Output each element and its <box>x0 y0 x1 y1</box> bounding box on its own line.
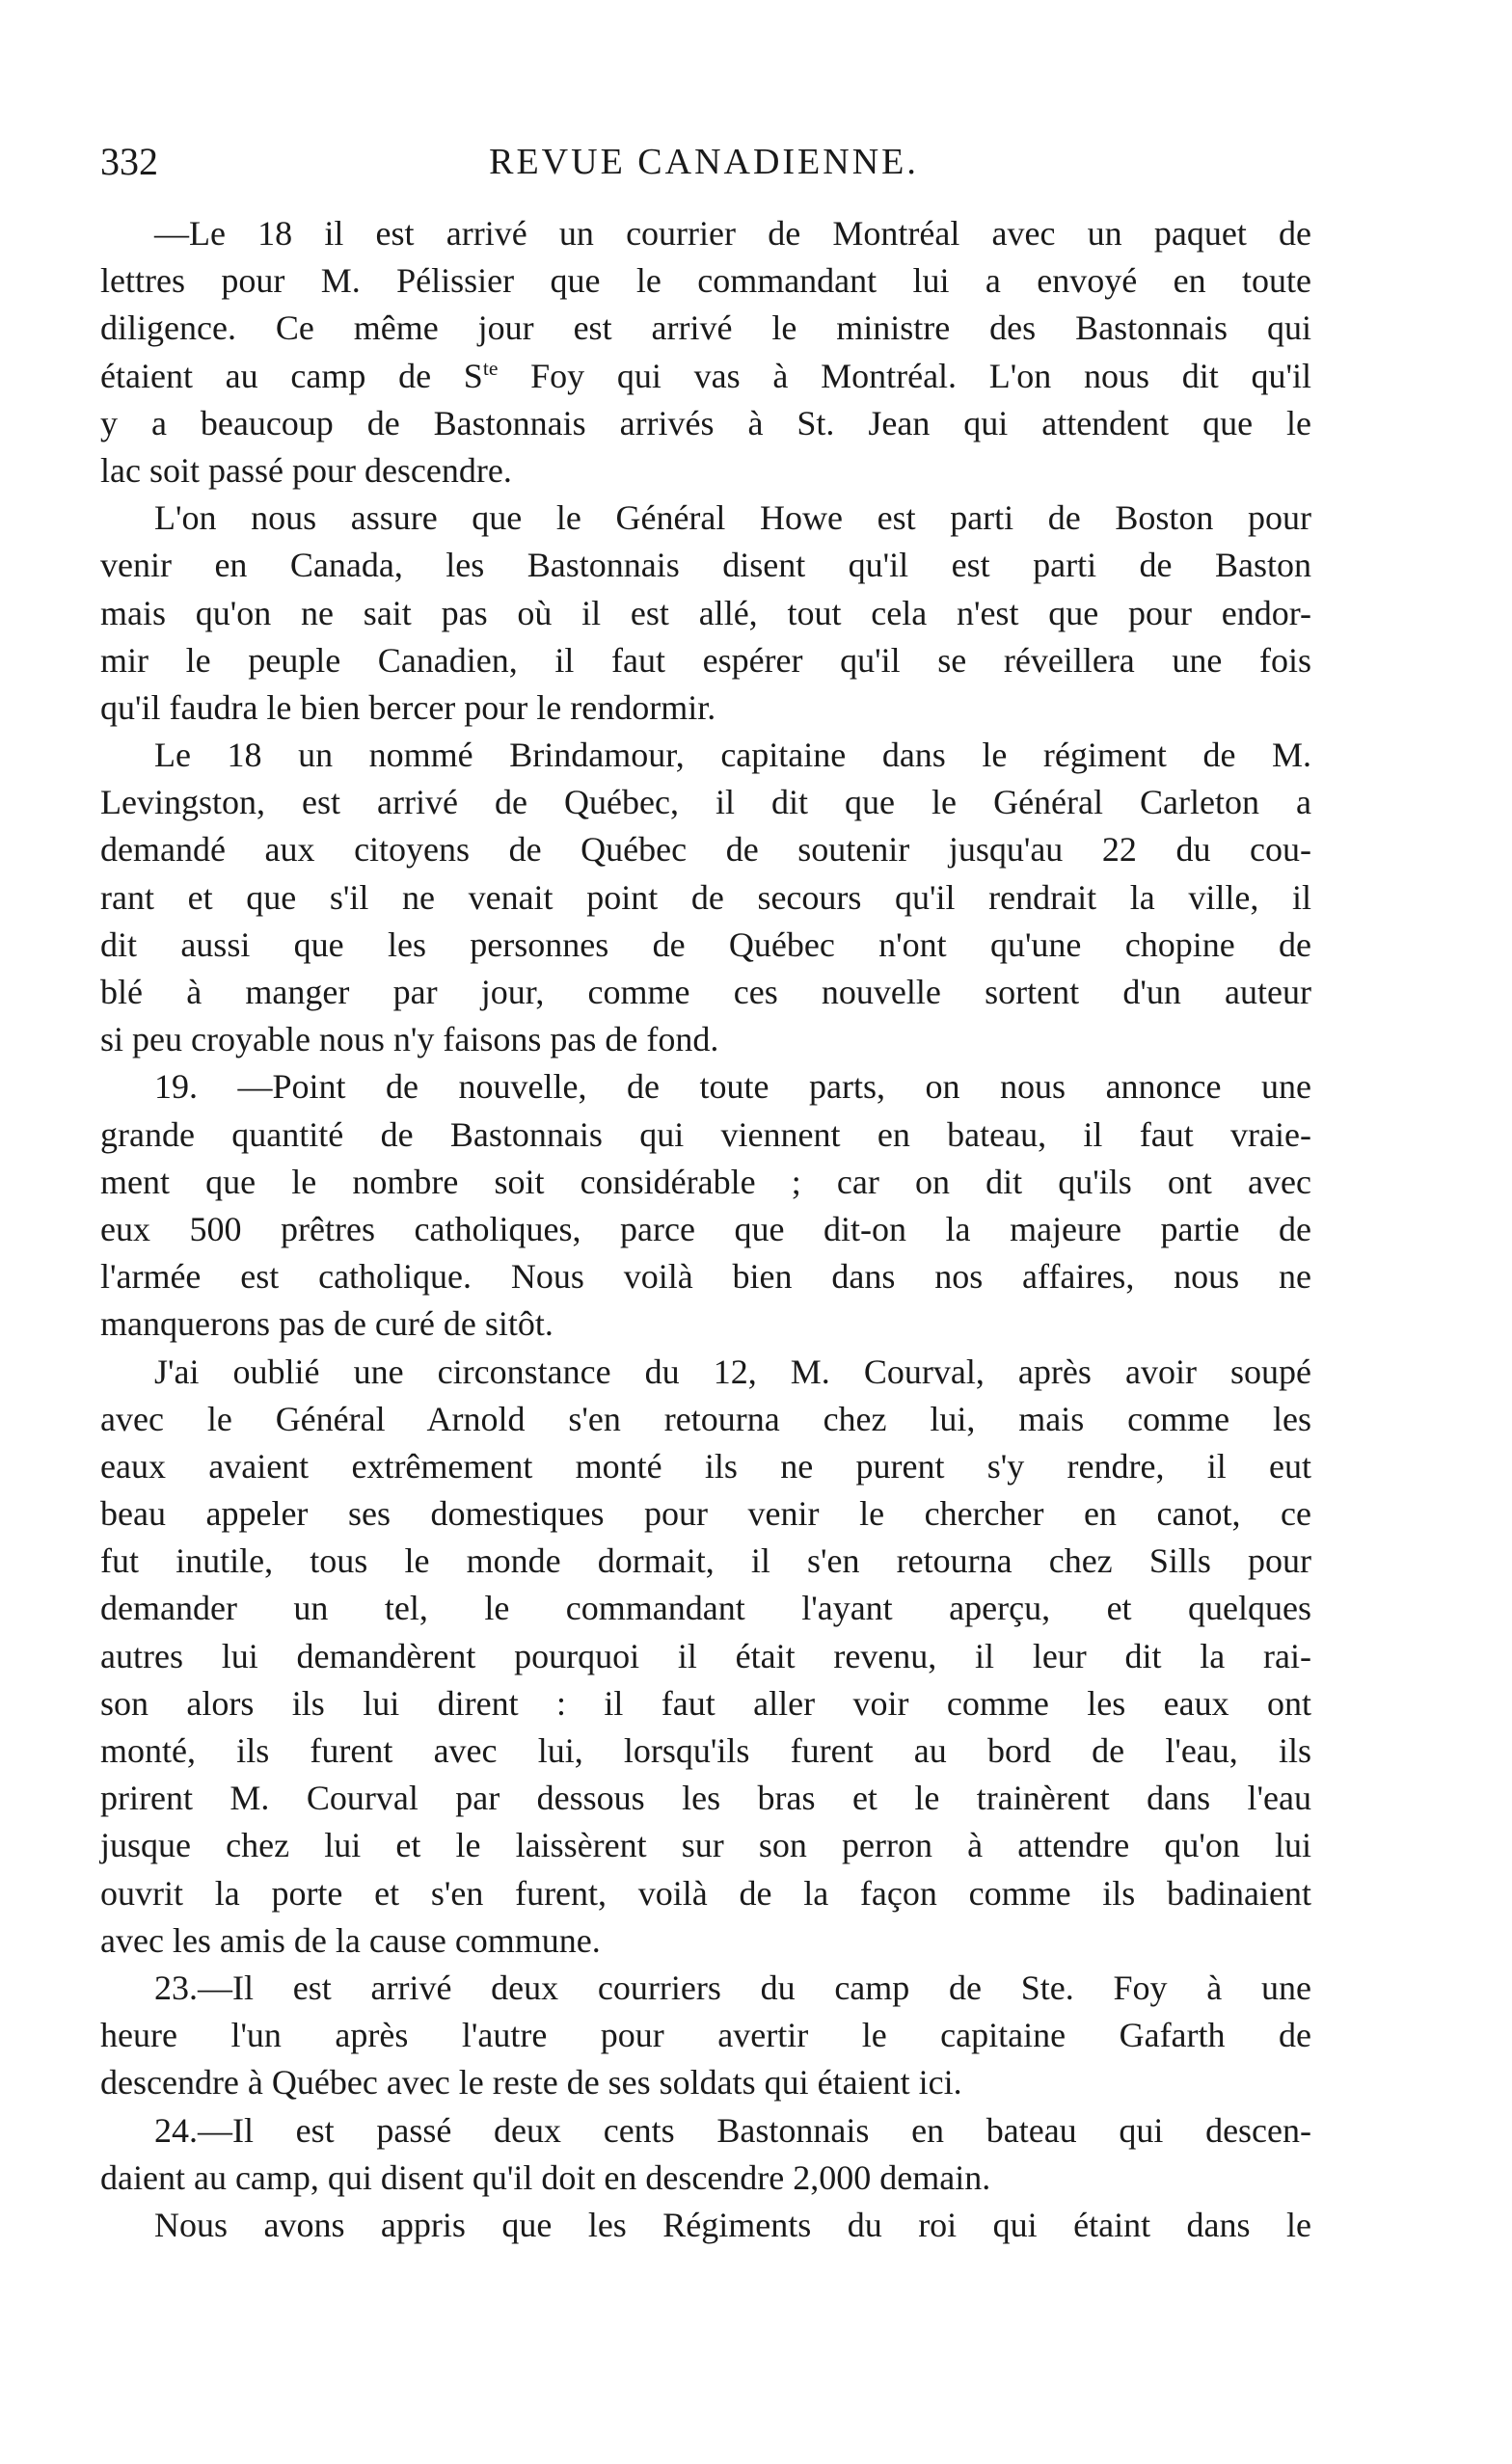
text-line: —Le 18 il est arrivé un courrier de Montréal avec un paquet de <box>154 214 1311 253</box>
text-line: venir en Canada, les Bastonnais disent qu'il est parti de Baston <box>100 546 1311 585</box>
text-line: Le 18 un nommé Brindamour, capitaine dans le régiment de M. <box>154 736 1311 775</box>
text-line: son alors ils lui dirent : il faut aller voir comme les eaux ont <box>100 1683 1311 1723</box>
text-line: manquerons pas de curé de sitôt. <box>100 1304 554 1344</box>
running-title: REVUE CANADIENNE. <box>489 142 919 182</box>
text-line: si peu croyable nous n'y faisons pas de fond. <box>100 1020 719 1059</box>
text-line: rant et que s'il ne venait point de secours qu'il rendrait la ville, il <box>100 877 1311 917</box>
text-line: beau appeler ses domestiques pour venir le chercher en canot, ce <box>100 1494 1311 1534</box>
text-line: eaux avaient extrêmement monté ils ne purent s'y rendre, il eut <box>100 1446 1311 1486</box>
text-line: eux 500 prêtres catholiques, parce que dit-on la majeure partie de <box>100 1209 1311 1248</box>
text-line: prirent M. Courval par dessous les bras et le trainèrent dans l'eau <box>100 1779 1311 1818</box>
text-line: blé à manger par jour, comme ces nouvelle sortent d'un auteur <box>100 973 1311 1011</box>
text-line: jusque chez lui et le laissèrent sur son perron à attendre qu'on lui <box>100 1826 1311 1865</box>
text-line: fut inutile, tous le monde dormait, il s'en retourna chez Sills pour <box>100 1541 1311 1581</box>
text-line: dit aussi que les personnes de Québec n'ont qu'une chopine de <box>100 924 1311 964</box>
text-line: mir le peuple Canadien, il faut espérer qu'il se réveillera une fois <box>100 640 1311 680</box>
text-line: heure l'un après l'autre pour avertir le capitaine Gafarth de <box>100 2016 1311 2055</box>
text-line: l'armée est catholique. Nous voilà bien dans nos affaires, nous ne <box>100 1257 1311 1297</box>
text-line: Levingston, est arrivé de Québec, il dit que le Général Carleton a <box>100 783 1311 822</box>
text-line: 24.—Il est passé deux cents Bastonnais en bateau qui descen- <box>154 2110 1311 2150</box>
text-line: lac soit passé pour descendre. <box>100 450 512 490</box>
text-line: J'ai oublié une circonstance du 12, M. Courval, après avoir soupé <box>154 1352 1311 1391</box>
text-line: étaient au camp de $S^{te}$ Foy qui vas à Montréal. L'on nous dit qu'il <box>100 356 1311 395</box>
text-line: autres lui demandèrent pourquoi il était revenu, il leur dit la rai- <box>100 1636 1311 1675</box>
text-line: demander un tel, le commandant l'ayant aperçu, et quelques <box>100 1589 1311 1628</box>
body-text <box>100 210 1311 2249</box>
text-line: monté, ils furent avec lui, lorsqu'ils furent au bord de l'eau, ils <box>100 1731 1311 1770</box>
text-line: avec le Général Arnold s'en retourna chez lui, mais comme les <box>100 1399 1311 1438</box>
text-line: avec les amis de la cause commune. <box>100 1920 601 1960</box>
text-line: qu'il faudra le bien bercer pour le rendormir. <box>100 687 716 727</box>
text-line: demandé aux citoyens de Québec de soutenir jusqu'au 22 du cou- <box>100 830 1311 870</box>
text-line: grande quantité de Bastonnais qui viennent en bateau, il faut vraie- <box>100 1114 1311 1154</box>
text-line: diligence. Ce même jour est arrivé le ministre des Bastonnais qui <box>100 308 1311 348</box>
running-head <box>100 133 1308 191</box>
text-line: daient au camp, qui disent qu'il doit en descendre 2,000 demain. <box>100 2157 991 2197</box>
text-line: Nous avons appris que les Régiments du roi qui étaint dans le <box>154 2205 1311 2244</box>
text-line: L'on nous assure que le Général Howe est parti de Boston pour <box>154 498 1311 538</box>
text-line: 19. —Point de nouvelle, de toute parts, on nous annonce une <box>154 1067 1311 1107</box>
text-line: ouvrit la porte et s'en furent, voilà de la façon comme ils badinaient <box>100 1873 1311 1913</box>
text-line: ment que le nombre soit considérable ; car on dit qu'ils ont avec <box>100 1162 1311 1201</box>
page-number: 332 <box>100 140 158 183</box>
text-line: mais qu'on ne sait pas où il est allé, tout cela n'est que pour endor- <box>100 593 1311 632</box>
text-line: 23.—Il est arrivé deux courriers du camp de Ste. Foy à une <box>154 1968 1311 2007</box>
text-line: lettres pour M. Pélissier que le commandant lui a envoyé en toute <box>100 261 1311 301</box>
text-line: descendre à Québec avec le reste de ses soldats qui étaient ici. <box>100 2063 962 2102</box>
text-line: y a beaucoup de Bastonnais arrivés à St. Jean qui attendent que le <box>100 403 1311 442</box>
